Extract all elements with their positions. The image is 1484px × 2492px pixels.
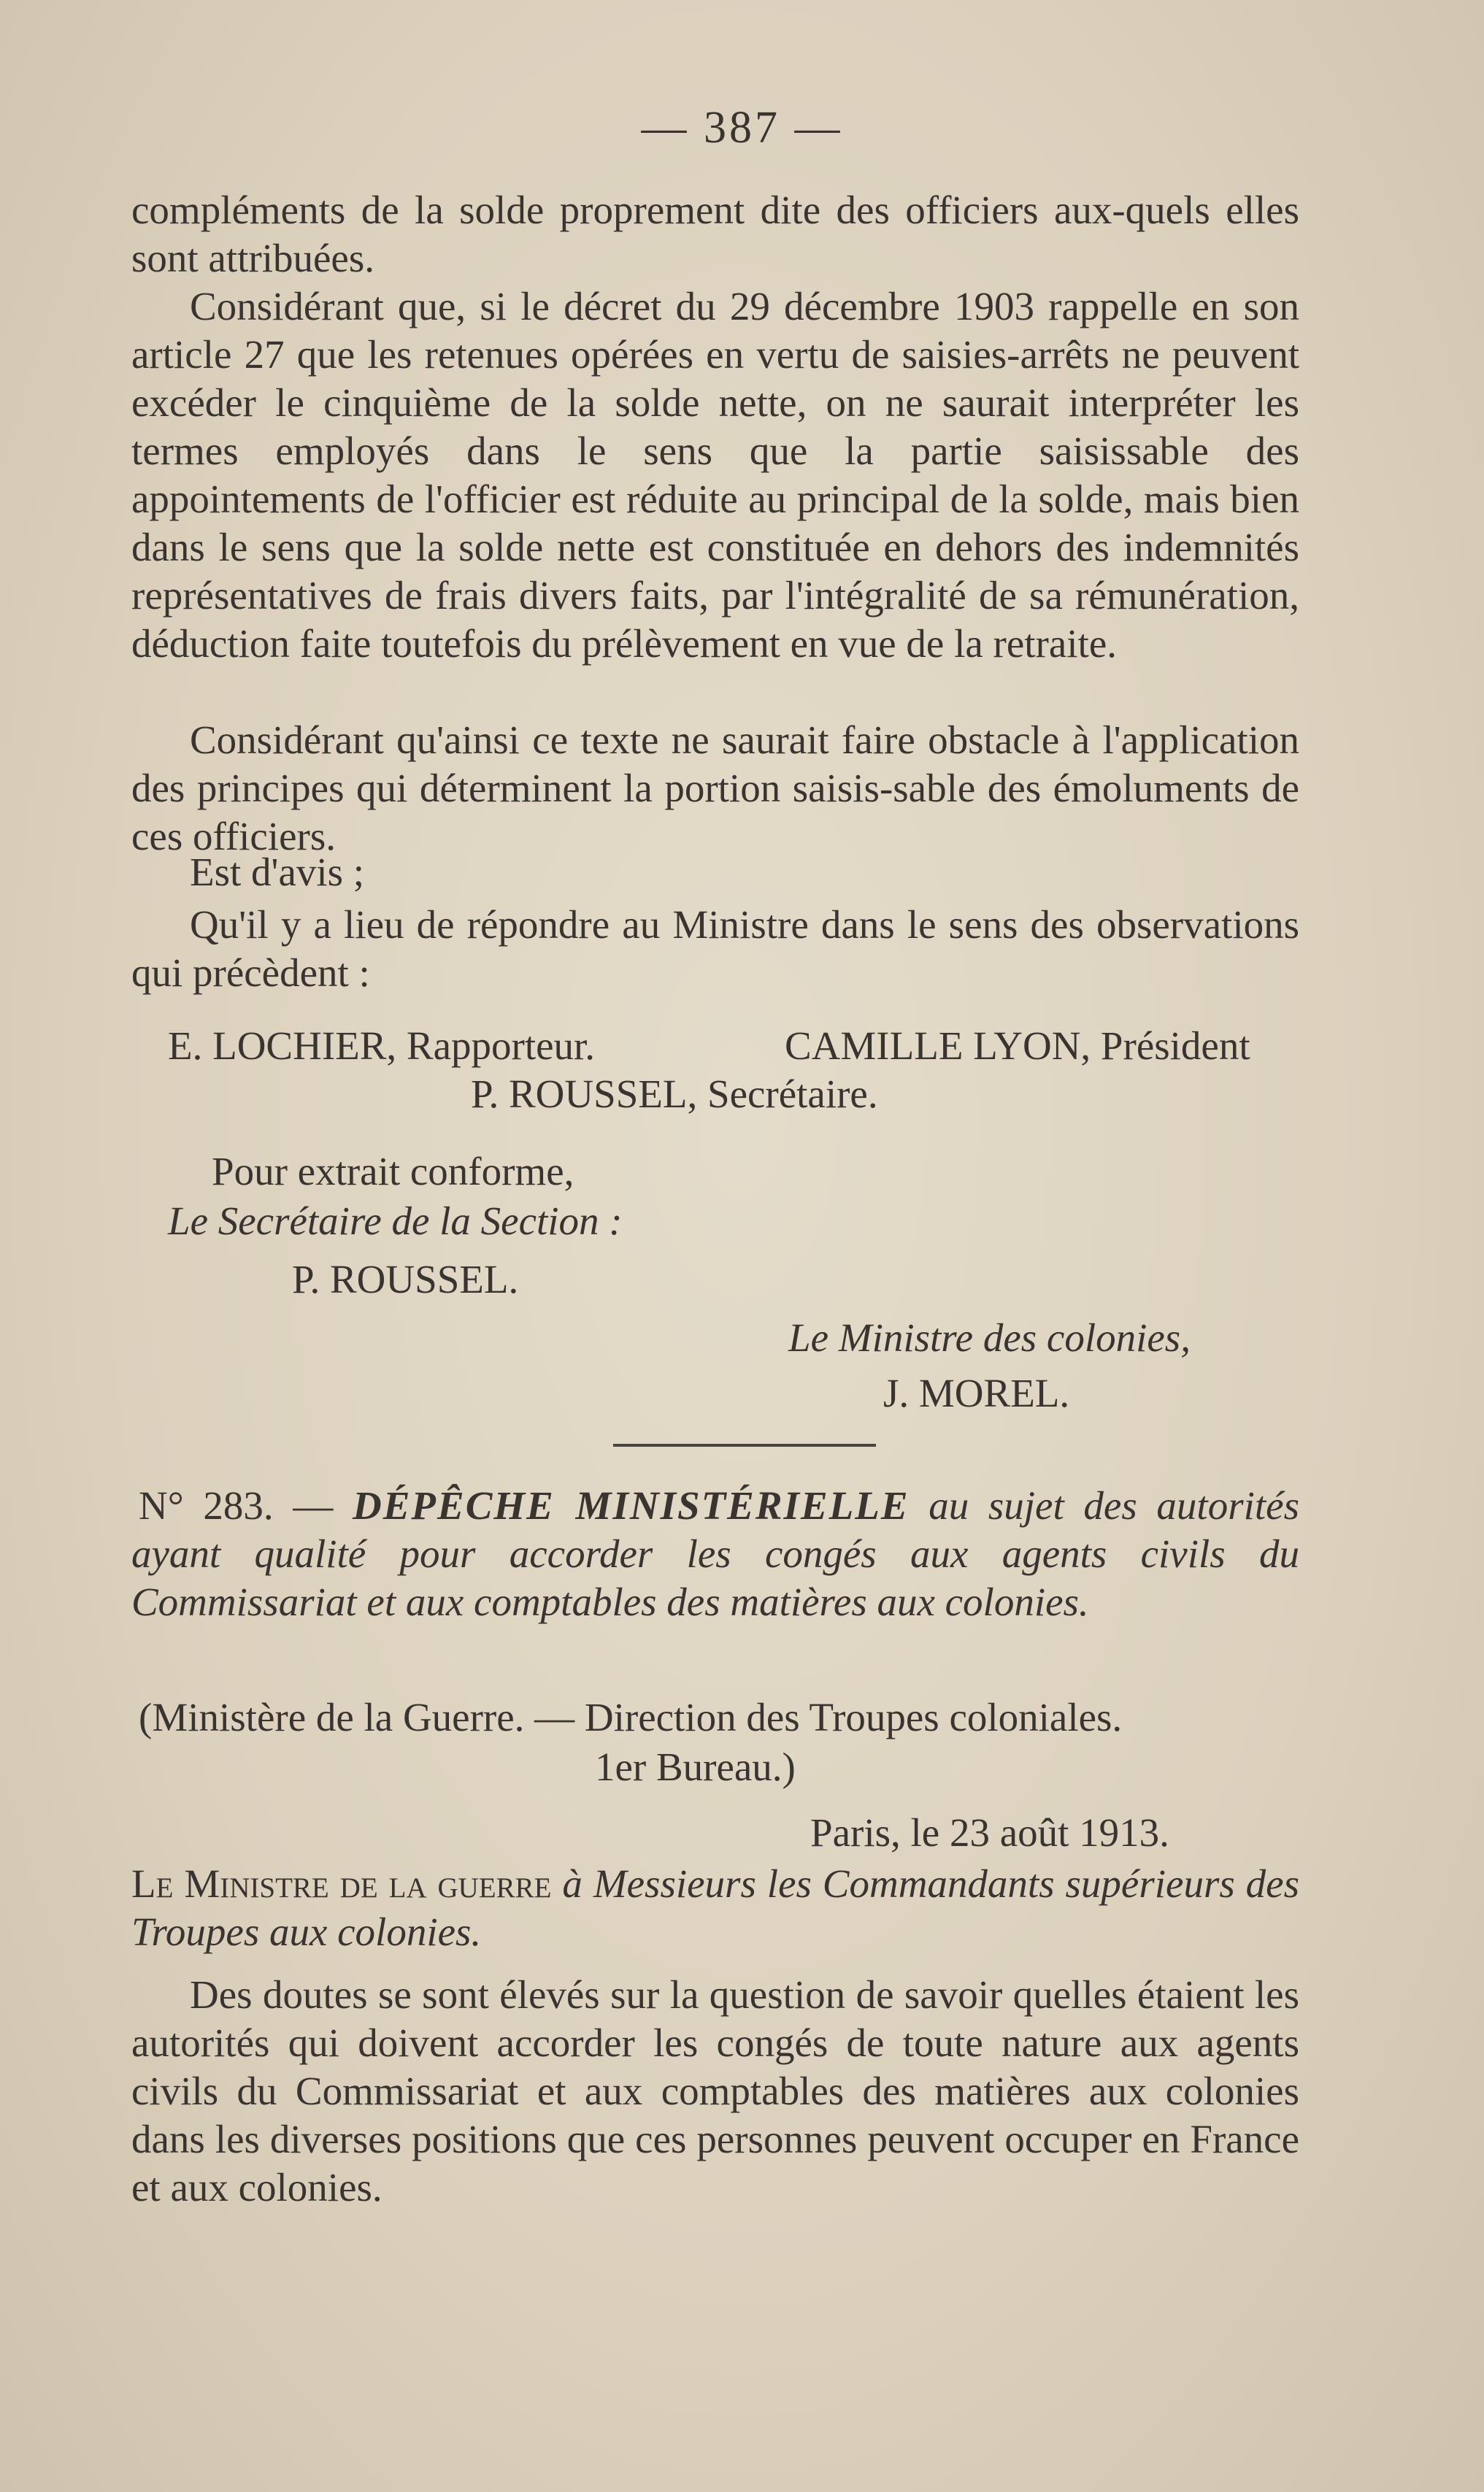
section-secretary-title: Le Secrétaire de la Section : (168, 1199, 623, 1243)
signature-secretary: P. ROUSSEL, Secrétaire. (471, 1072, 878, 1116)
decree-ministry: (Ministère de la Guerre. — Direction des Troupes coloniales. (139, 1695, 1123, 1739)
signature-rapporteur: E. LOCHIER, Rapporteur. (168, 1023, 596, 1068)
decree-heading (131, 1482, 1299, 1626)
decree-bureau: 1er Bureau.) (595, 1745, 796, 1789)
paragraph-repondre-text: Qu'il y a lieu de répondre au Ministre dans le sens des observations qui précèdent : (131, 902, 1299, 995)
section-secretary-name: P. ROUSSEL. (292, 1257, 519, 1301)
paragraph-considerant-2-text: Considérant qu'ainsi ce texte ne saurait faire obstacle à l'application des principes qui déterminent la portion saisis-sable des émoluments de ces officiers. (131, 718, 1299, 858)
page-number: — 387 — (641, 103, 843, 153)
paragraph-continuation: compléments de la solde proprement dite des officiers aux-quels elles sont attribuées. (131, 188, 1299, 280)
minister-title: Le Ministre des colonies, (788, 1315, 1191, 1360)
decree-addressee-sender: Le Ministre de la guerre (131, 1861, 552, 1906)
decree-date: Paris, le 23 août 1913. (810, 1810, 1169, 1855)
decree-body (131, 1971, 1299, 2212)
section-divider (613, 1444, 876, 1447)
paragraph-repondre (131, 901, 1299, 997)
decree-body-text: Des doutes se sont élevés sur la question de savoir quelles étaient les autorités qui doivent accorder les congés de toute nature aux agents civils du Commissariat et aux comptables des matières aux colonies dans les diverses positions que ces personnes peuvent occuper en France et aux colonies. (131, 1972, 1299, 2210)
minister-name: J. MOREL. (883, 1371, 1070, 1415)
decree-subject: au sujet des autorités ayant qualité pour accorder les congés aux agents civils du Commissariat et aux comptables des matières aux colonies. (131, 1483, 1299, 1624)
decree-addressee-rest: à Messieurs les Commandants supérieurs des Troupes aux colonies. (131, 1861, 1299, 1954)
extract-conforme: Pour extrait conforme, (212, 1149, 574, 1193)
signature-president: CAMILLE LYON, Président (785, 1023, 1250, 1068)
paragraph-considerant-1-text: Considérant que, si le décret du 29 décembre 1903 rappelle en son article 27 que les retenues opérées en vertu de saisies-arrêts ne peuvent excéder le cinquième de la solde nette, on ne saurait interpréter les termes employés dans le sens que la partie saisissable des appointements de l'officier est réduite au principal de la solde, mais bien dans le sens que la solde nette est constituée en dehors des indemnités représentatives de frais divers faits, par l'intégralité de sa rémunération, déduction faite toutefois du prélèvement en vue de la retraite. (131, 284, 1299, 666)
paragraph-considerant-2 (131, 716, 1299, 861)
paragraph-considerant-1 (131, 282, 1299, 668)
paragraph-avis (131, 848, 1299, 896)
decree-number: N° 283. — (139, 1483, 334, 1528)
paragraph-avis-text: Est d'avis ; (190, 850, 365, 894)
decree-addressee (131, 1860, 1299, 1956)
decree-title: DÉPÊCHE MINISTÉRIELLE (353, 1483, 910, 1528)
